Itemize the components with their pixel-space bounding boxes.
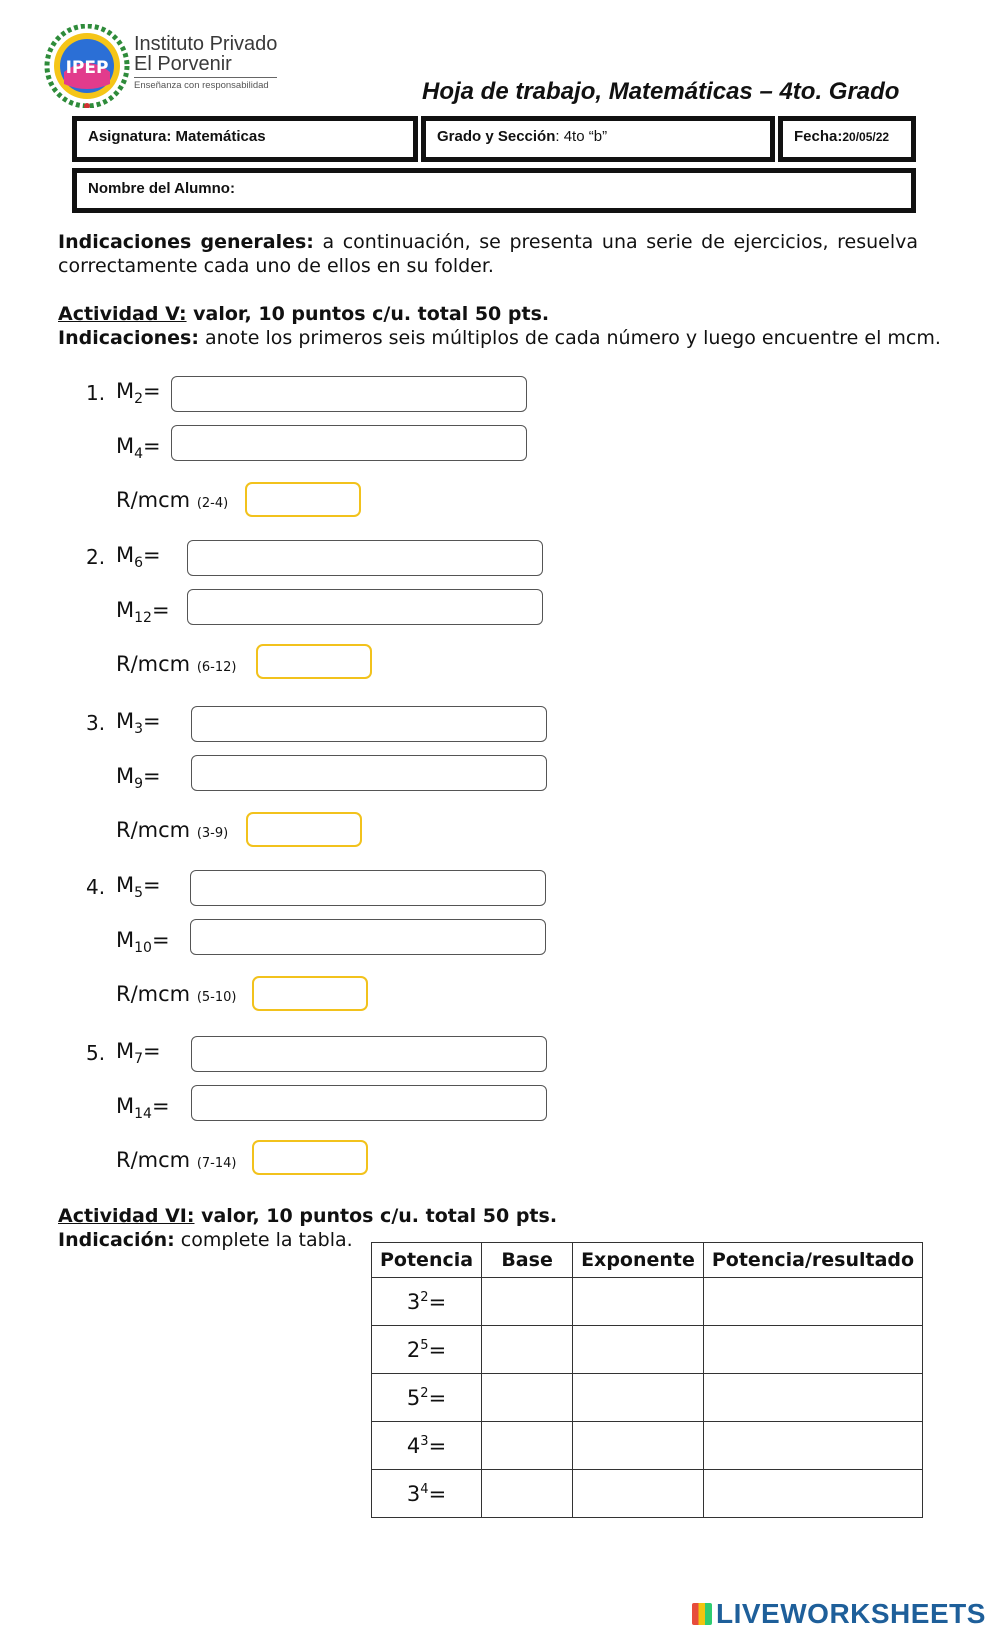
m-subscript: 7 [134, 1051, 144, 1068]
school-name-line2: El Porvenir [134, 53, 232, 75]
multiples-input-a[interactable] [187, 540, 543, 576]
exercise-number: 3. [86, 711, 106, 735]
multiples-input-b[interactable] [191, 1085, 547, 1121]
activity5-title [58, 302, 549, 326]
m-letter: M [116, 598, 135, 622]
equals-sign: = [428, 1289, 447, 1314]
result-answer-cell[interactable] [703, 1470, 922, 1518]
equals-sign: = [143, 764, 161, 788]
power-base: 5 [406, 1385, 421, 1410]
multiples-label-b [116, 764, 161, 792]
svg-text:IPEP: IPEP [65, 58, 109, 78]
m-letter: M [116, 434, 135, 458]
m-subscript: 4 [134, 446, 144, 463]
exercise-number: 4. [86, 875, 106, 899]
multiples-label-b [116, 1094, 170, 1122]
table-row [372, 1326, 923, 1374]
m-subscript: 3 [134, 721, 144, 738]
liveworksheets-brand: LIVEWORKSHEETS [716, 1598, 986, 1629]
equals-sign: = [151, 598, 170, 622]
equals-sign: = [143, 1039, 161, 1063]
base-answer-cell[interactable] [482, 1278, 573, 1326]
date-value: 20/05/22 [842, 130, 890, 144]
mcm-label [116, 818, 228, 842]
mcm-range: (7-14) [196, 1156, 237, 1171]
activity6-instructions-label: Indicación: [58, 1229, 175, 1251]
m-subscript: 12 [134, 610, 152, 627]
base-answer-cell[interactable] [482, 1374, 573, 1422]
multiples-label-a [116, 709, 161, 737]
table-row [372, 1422, 923, 1470]
mcm-answer-input[interactable] [252, 976, 368, 1011]
exponent-answer-cell[interactable] [573, 1374, 704, 1422]
activity5-title-rest: valor, 10 puntos c/u. total 50 pts. [186, 303, 550, 325]
mcm-range: (5-10) [196, 990, 237, 1005]
multiples-label-a [116, 379, 161, 407]
exponent-answer-cell[interactable] [573, 1470, 704, 1518]
exercise-number: 5. [86, 1041, 106, 1065]
m-letter: M [116, 873, 135, 897]
m-subscript: 6 [134, 555, 144, 572]
school-name [134, 34, 277, 91]
exponent-answer-cell[interactable] [573, 1278, 704, 1326]
mcm-answer-input[interactable] [246, 812, 362, 847]
school-name-line1: Instituto Privado [134, 33, 278, 55]
power-cell [372, 1326, 482, 1374]
equals-sign: = [428, 1433, 447, 1458]
activity6-title-underlined: Actividad VI: [58, 1205, 195, 1227]
grade-label: Grado y Sección [437, 128, 556, 145]
power-exponent: 2 [420, 1289, 429, 1305]
date-label: Fecha: [794, 128, 843, 145]
equals-sign: = [143, 434, 161, 458]
multiples-label-b [116, 928, 170, 956]
base-answer-cell[interactable] [482, 1470, 573, 1518]
general-instructions-text: a continuación, se presenta una serie de ejercicios, resuelva correctamente cada uno de ellos en su folder. [58, 231, 919, 277]
activity6-title [58, 1204, 557, 1228]
exercise-number: 2. [86, 545, 106, 569]
school-logo [44, 24, 130, 108]
mcm-label [116, 982, 236, 1006]
power-exponent: 3 [420, 1433, 429, 1449]
multiples-input-a[interactable] [171, 376, 527, 412]
exponent-answer-cell[interactable] [573, 1326, 704, 1374]
general-instructions [58, 230, 918, 278]
table-row [372, 1470, 923, 1518]
equals-sign: = [143, 543, 161, 567]
activity5-instructions [58, 326, 941, 350]
table-header-row [372, 1243, 923, 1278]
exercise-number: 1. [86, 381, 106, 405]
multiples-input-a[interactable] [190, 870, 546, 906]
multiples-input-a[interactable] [191, 706, 547, 742]
equals-sign: = [428, 1385, 447, 1410]
col-resultado: Potencia/resultado [703, 1243, 922, 1278]
mcm-range: (3-9) [196, 826, 229, 841]
mcm-answer-input[interactable] [245, 482, 361, 517]
multiples-label-a [116, 543, 161, 571]
power-exponent: 2 [420, 1385, 429, 1401]
activity5-instructions-text: anote los primeros seis múltiplos de cada número y luego encuentre el mcm. [198, 327, 941, 349]
powers-table [371, 1242, 923, 1518]
grade-box [421, 116, 775, 162]
power-cell [372, 1422, 482, 1470]
liveworksheets-icon [692, 1603, 712, 1625]
m-subscript: 9 [134, 776, 144, 793]
date-box [778, 116, 916, 162]
activity5-instructions-label: Indicaciones: [58, 327, 199, 349]
mcm-range: (6-12) [196, 660, 237, 675]
grade-value: : 4to “b” [555, 128, 608, 145]
multiples-input-b[interactable] [187, 589, 543, 625]
school-tagline: Enseñanza con responsabilidad [134, 77, 277, 91]
activity6-instructions-text: complete la tabla. [174, 1229, 353, 1251]
mcm-answer-input[interactable] [252, 1140, 368, 1175]
power-cell [372, 1374, 482, 1422]
base-answer-cell[interactable] [482, 1422, 573, 1470]
mcm-answer-input[interactable] [256, 644, 372, 679]
multiples-label-b [116, 434, 161, 462]
m-letter: M [116, 1039, 135, 1063]
general-instructions-label: Indicaciones generales: [58, 231, 314, 253]
worksheet-title: Hoja de trabajo, Matemáticas – 4to. Grado [422, 78, 900, 105]
col-exponente: Exponente [573, 1243, 704, 1278]
mcm-label [116, 488, 228, 512]
multiples-label-b [116, 598, 170, 626]
multiples-input-a[interactable] [191, 1036, 547, 1072]
mcm-text: R/mcm [116, 652, 191, 676]
activity6-instructions [58, 1228, 353, 1252]
power-base: 4 [406, 1433, 421, 1458]
table-row [372, 1278, 923, 1326]
multiples-input-b[interactable] [191, 755, 547, 791]
table-row [372, 1374, 923, 1422]
multiples-input-b[interactable] [190, 919, 546, 955]
m-subscript: 5 [134, 885, 144, 902]
mcm-text: R/mcm [116, 818, 191, 842]
power-exponent: 5 [420, 1337, 429, 1353]
activity6-title-rest: valor, 10 puntos c/u. total 50 pts. [194, 1205, 558, 1227]
m-subscript: 14 [134, 1106, 152, 1123]
multiples-input-b[interactable] [171, 425, 527, 461]
m-letter: M [116, 379, 135, 403]
mcm-text: R/mcm [116, 488, 191, 512]
equals-sign: = [151, 928, 170, 952]
activity5-title-underlined: Actividad V: [58, 303, 187, 325]
m-subscript: 10 [134, 940, 152, 957]
result-answer-cell[interactable] [703, 1422, 922, 1470]
multiples-label-a [116, 1039, 161, 1067]
result-answer-cell[interactable] [703, 1278, 922, 1326]
power-cell [372, 1278, 482, 1326]
m-letter: M [116, 928, 135, 952]
student-name-box[interactable] [72, 168, 916, 213]
power-exponent: 4 [420, 1481, 429, 1497]
mcm-text: R/mcm [116, 1148, 191, 1172]
power-base: 3 [406, 1289, 421, 1314]
equals-sign: = [151, 1094, 170, 1118]
m-letter: M [116, 764, 135, 788]
mcm-text: R/mcm [116, 982, 191, 1006]
multiples-label-a [116, 873, 161, 901]
liveworksheets-logo [692, 1598, 986, 1630]
equals-sign: = [143, 379, 161, 403]
m-letter: M [116, 709, 135, 733]
result-answer-cell[interactable] [703, 1326, 922, 1374]
exponent-answer-cell[interactable] [573, 1422, 704, 1470]
power-cell [372, 1470, 482, 1518]
m-letter: M [116, 543, 135, 567]
power-base: 2 [406, 1337, 421, 1362]
subject-label: Asignatura: Matemáticas [88, 128, 266, 145]
equals-sign: = [428, 1337, 447, 1362]
student-name-label: Nombre del Alumno: [88, 180, 235, 197]
col-potencia: Potencia [372, 1243, 482, 1278]
mcm-label [116, 1148, 236, 1172]
equals-sign: = [428, 1481, 447, 1506]
subject-box [72, 116, 418, 162]
mcm-range: (2-4) [196, 496, 229, 511]
base-answer-cell[interactable] [482, 1326, 573, 1374]
mcm-label [116, 652, 236, 676]
m-subscript: 2 [134, 391, 144, 408]
m-letter: M [116, 1094, 135, 1118]
col-base: Base [482, 1243, 573, 1278]
equals-sign: = [143, 873, 161, 897]
equals-sign: = [143, 709, 161, 733]
result-answer-cell[interactable] [703, 1374, 922, 1422]
power-base: 3 [406, 1481, 421, 1506]
